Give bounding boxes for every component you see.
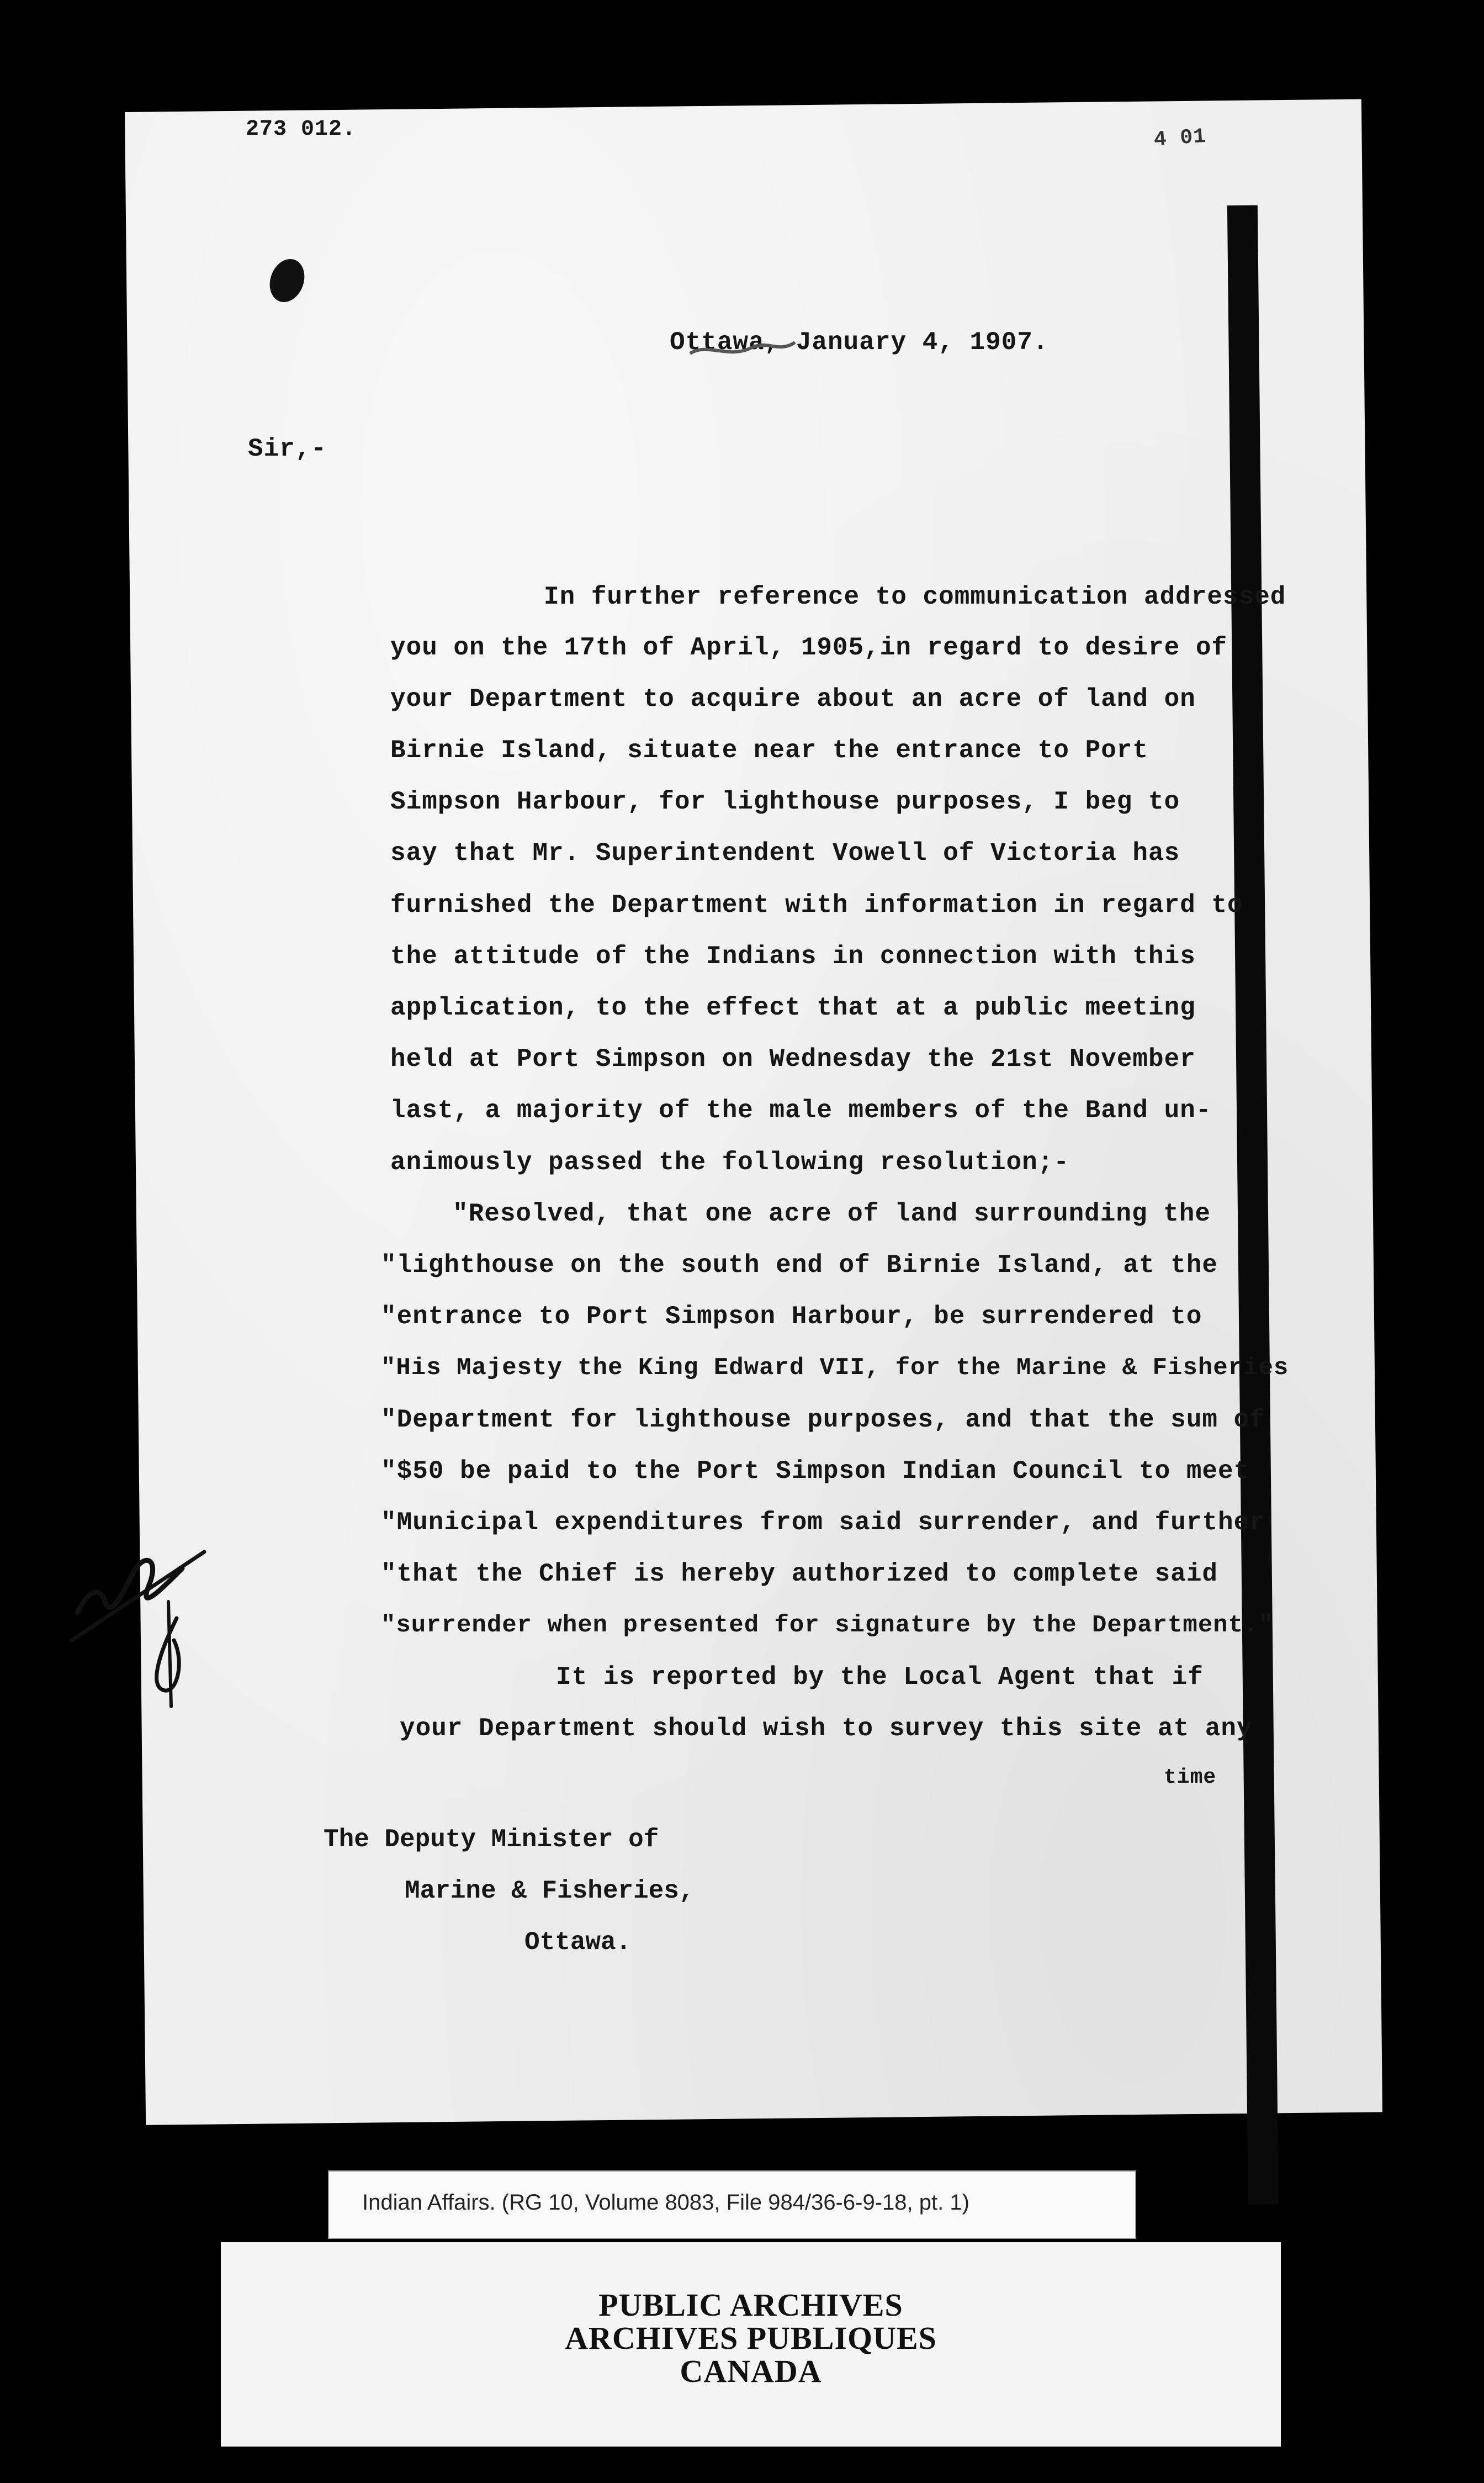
pencil-scribble <box>685 309 828 376</box>
body-line: the attitude of the Indians in connection with this <box>390 942 1196 971</box>
resolution-line: "Resolved, that one acre of land surrounding the <box>453 1200 1211 1228</box>
body-line: animously passed the following resolution;- <box>390 1148 1069 1177</box>
body-line: your Department to acquire about an acre of land on <box>390 685 1196 714</box>
salutation: Sir,- <box>248 435 327 463</box>
body-line: application, to the effect that at a public meeting <box>390 994 1196 1022</box>
date-line: Ottawa, January 4, 1907. <box>670 328 1049 357</box>
body-line: you on the 17th of April, 1905,in regard to desire of <box>390 633 1228 662</box>
resolution-line: "Department for lighthouse purposes, and that the sum of <box>381 1406 1265 1434</box>
resolution-line: "His Majesty the King Edward VII, for the Marine & Fisheries <box>381 1354 1289 1382</box>
resolution-line: "Municipal expenditures from said surrender, and further <box>381 1508 1265 1537</box>
archives-line: ARCHIVES PUBLIQUES <box>565 2320 937 2356</box>
archives-stamp <box>221 2242 1281 2447</box>
resolution-line: "surrender when presented for signature by the Department." <box>381 1612 1274 1639</box>
body-line: last, a majority of the male members of the Band un- <box>390 1096 1212 1125</box>
body-line: Simpson Harbour, for lighthouse purposes, I beg to <box>390 788 1180 816</box>
body-line: It is reported by the Local Agent that if <box>556 1663 1204 1692</box>
caption-text: Indian Affairs. (RG 10, Volume 8083, File 984/36-6-9-18, pt. 1) <box>362 2190 969 2215</box>
body-line: held at Port Simpson on Wednesday the 21st November <box>390 1045 1196 1074</box>
body-line: In further reference to communication addressed <box>544 583 1286 611</box>
archives-line: PUBLIC ARCHIVES <box>598 2287 903 2323</box>
body-line: time <box>1164 1766 1217 1789</box>
ink-blot <box>264 254 310 307</box>
page-mark: 4 01 <box>1153 124 1207 152</box>
file-number: 273 012. <box>246 117 357 142</box>
body-line: furnished the Department with information in regard to <box>390 891 1243 920</box>
handwritten-initials <box>66 1508 215 1718</box>
body-line: your Department should wish to survey this site at any <box>400 1714 1253 1743</box>
resolution-line: "entrance to Port Simpson Harbour, be surrendered to <box>381 1302 1202 1331</box>
resolution-line: "$50 be paid to the Port Simpson Indian Council to meet <box>381 1457 1250 1486</box>
addressee-line: Ottawa. <box>524 1928 632 1957</box>
archive-caption <box>328 2170 1136 2239</box>
addressee-line: The Deputy Minister of <box>324 1825 659 1854</box>
resolution-line: "lighthouse on the south end of Birnie Island, at the <box>381 1251 1218 1280</box>
addressee-line: Marine & Fisheries, <box>405 1877 695 1905</box>
body-line: Birnie Island, situate near the entrance to Port <box>390 736 1149 765</box>
resolution-line: "that the Chief is hereby authorized to complete said <box>381 1560 1218 1588</box>
archives-line: CANADA <box>680 2353 822 2389</box>
body-line: say that Mr. Superintendent Vowell of Victoria has <box>390 839 1180 868</box>
